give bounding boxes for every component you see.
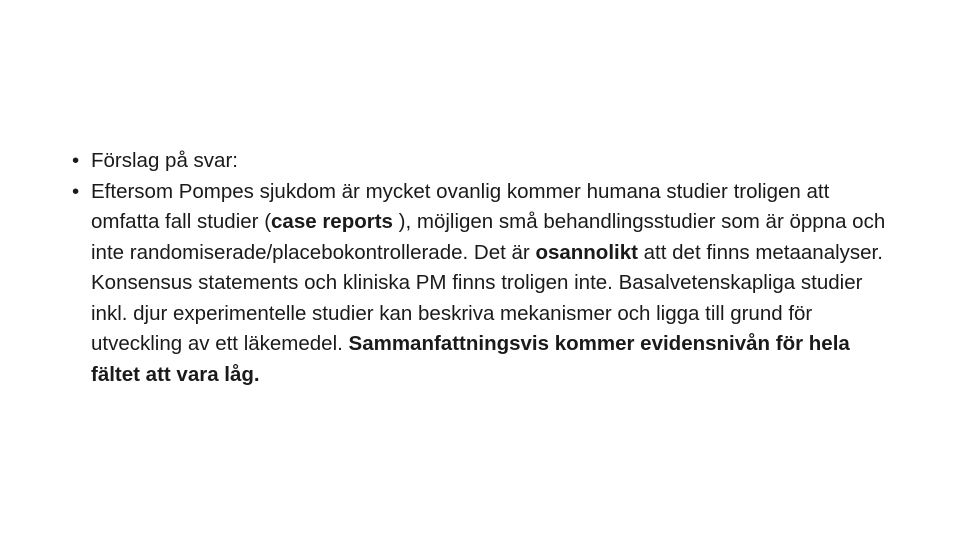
bold-term-osannolikt: osannolikt bbox=[535, 240, 638, 264]
bullet-item-2 bbox=[72, 177, 892, 391]
bullet-text-part: att det finns metaanalyser. Konsensus statements och kliniska PM finns troligen inte. Basalvetenskapliga studier inkl. djur experimentelle studier kan beskriva mekanismer och ligga till grund för utveckling av ett läkemedel. bbox=[91, 240, 883, 355]
bullet-dot-icon: • bbox=[72, 179, 80, 203]
bullet-list bbox=[72, 146, 892, 390]
bullet-item-1 bbox=[72, 146, 892, 177]
bullet-text-part: Eftersom Pompes sjukdom är mycket ovanlig kommer humana studier troligen att omfatta fall studier ( bbox=[91, 179, 830, 233]
bullet-text: Förslag på svar: bbox=[91, 149, 238, 172]
bold-conclusion: Sammanfattningsvis kommer evidensnivån för hela fältet att vara låg. bbox=[91, 332, 850, 386]
bullet-dot-icon: • bbox=[72, 149, 80, 172]
bold-term-case-reports: case reports bbox=[271, 210, 393, 233]
bullet-text-part: ), möjligen små behandlingsstudier som är öppna och inte randomiserade/placebokontrollerade. Det är bbox=[91, 210, 886, 264]
